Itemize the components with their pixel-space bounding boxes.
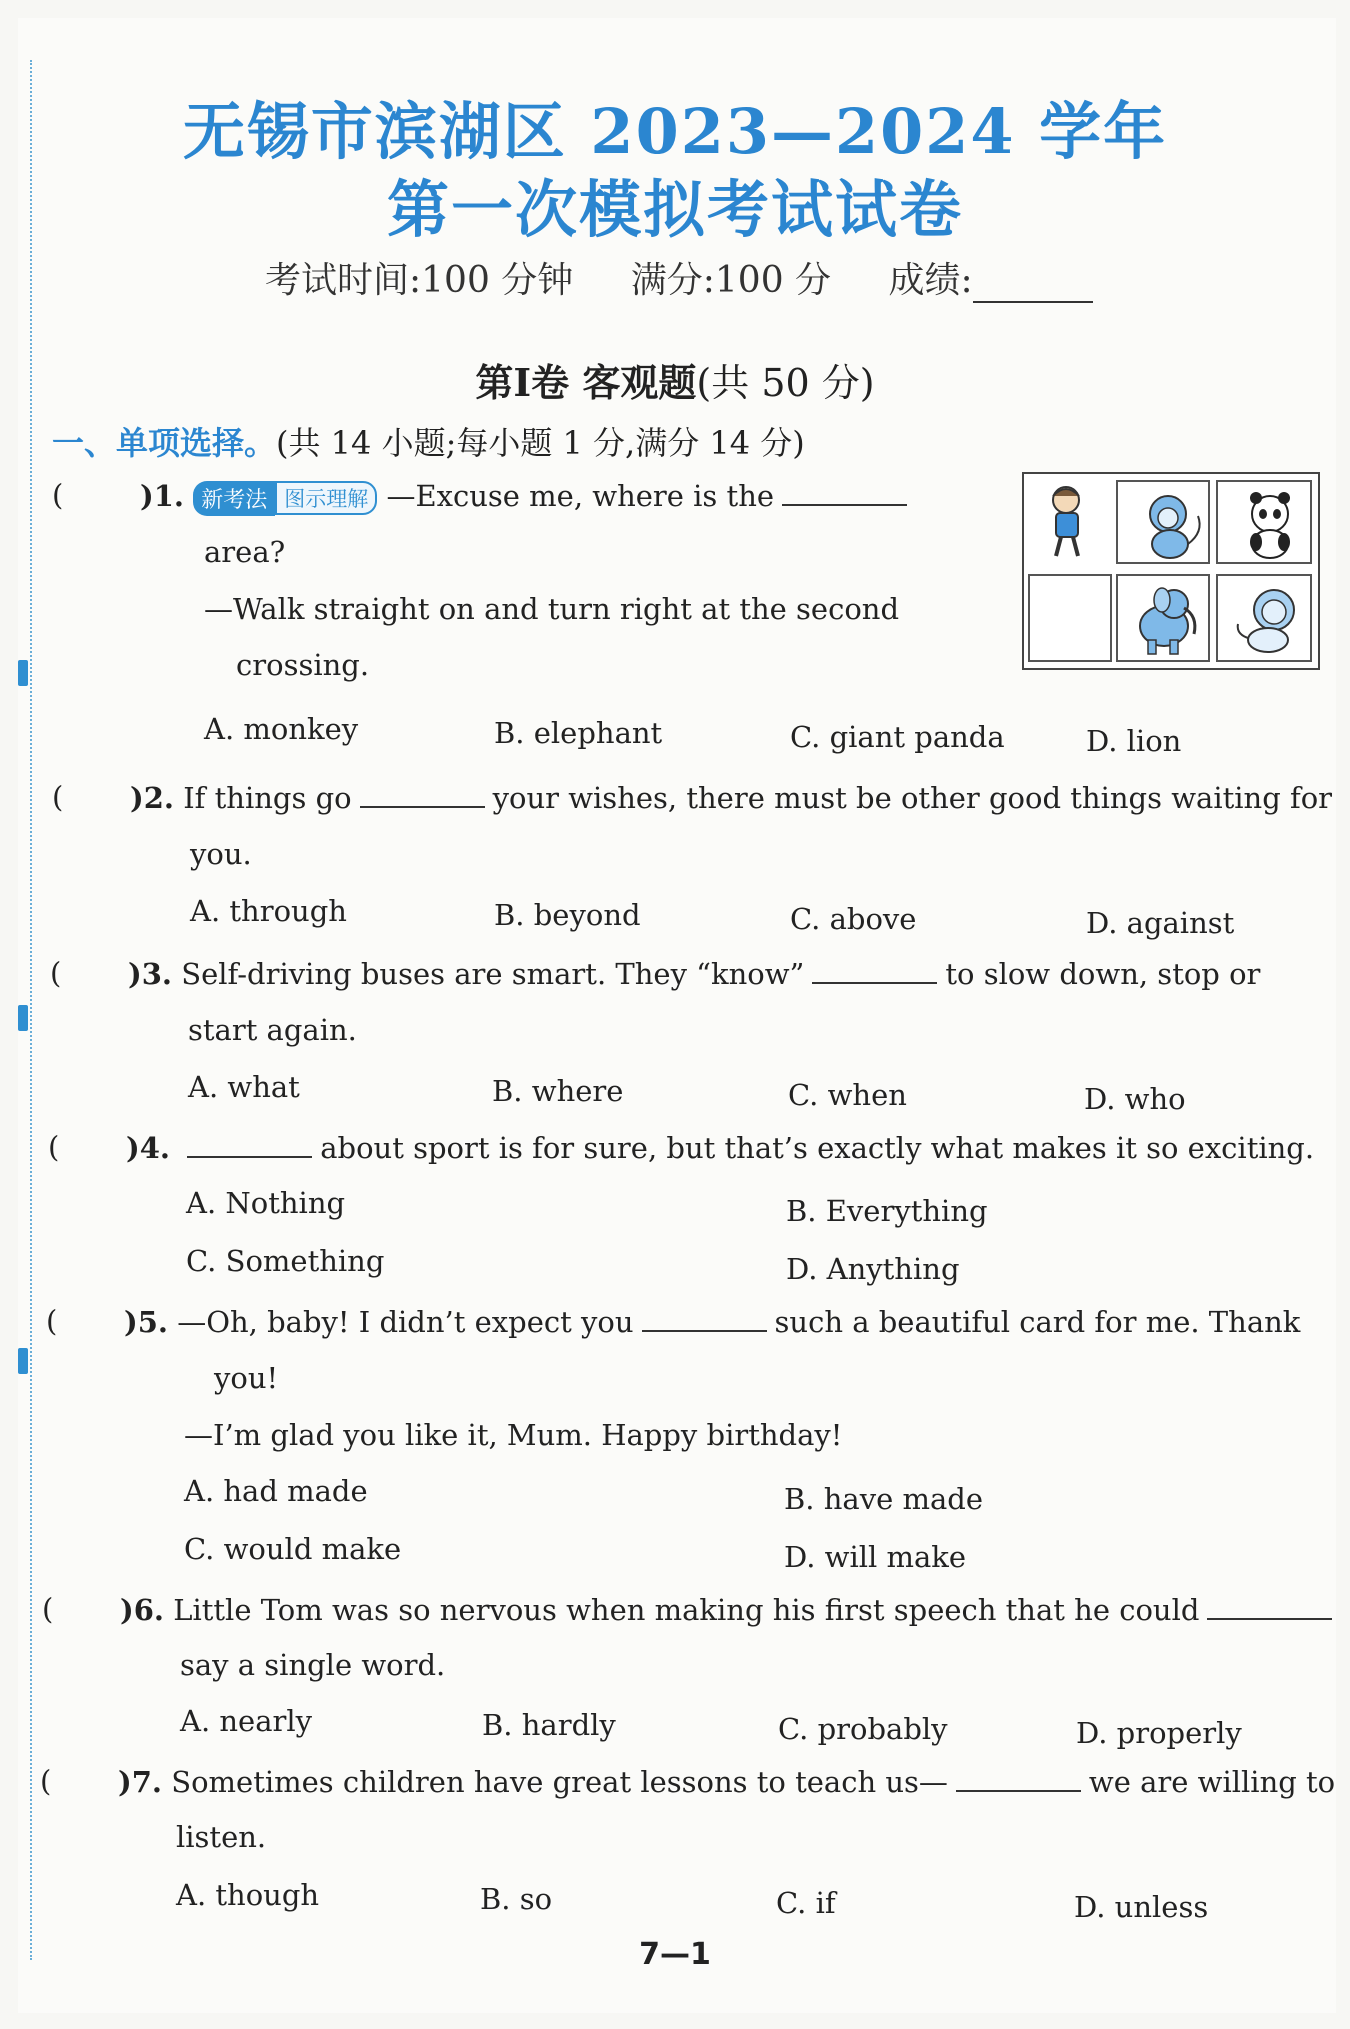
map-figure <box>1022 472 1320 670</box>
option-a[interactable]: A. nearly <box>180 1704 313 1738</box>
option-c[interactable]: C. above <box>790 902 917 936</box>
answer-blank[interactable] <box>360 780 485 808</box>
question-text: Sometimes children have great lessons to teach us— <box>171 1765 948 1799</box>
answer-blank[interactable] <box>187 1130 312 1158</box>
answer-blank[interactable] <box>956 1764 1081 1792</box>
option-c[interactable]: C. would make <box>184 1532 402 1566</box>
part-points: (共 50 分) <box>696 361 875 405</box>
question-1-line3: —Walk straight on and turn right at the second <box>204 592 900 626</box>
answer-blank[interactable] <box>812 956 937 984</box>
boy-cell <box>1028 480 1108 562</box>
cell-panda <box>1216 480 1312 564</box>
option-c[interactable]: C. probably <box>778 1712 948 1746</box>
panda-icon <box>1218 482 1310 562</box>
question-text: Little Tom was so nervous when making his first speech that he could <box>173 1593 1200 1627</box>
option-c[interactable]: C. if <box>776 1886 836 1920</box>
question-text: about sport is for sure, but that’s exactly what makes it so exciting. <box>320 1131 1315 1165</box>
question-6-line2: say a single word. <box>180 1648 446 1682</box>
question-4-line1 <box>126 1130 1314 1165</box>
answer-paren[interactable]: ( <box>52 780 64 814</box>
question-7-line2: listen. <box>176 1820 267 1854</box>
question-number: )5. <box>124 1305 168 1339</box>
question-text: —Oh, baby! I didn’t expect you <box>177 1305 634 1339</box>
section-title <box>52 418 805 464</box>
binding-line <box>30 60 32 1960</box>
option-d[interactable]: D. unless <box>1074 1890 1209 1924</box>
option-a[interactable]: A. had made <box>184 1474 368 1508</box>
option-a[interactable]: A. though <box>176 1878 320 1912</box>
new-method-tag: 新考法 <box>193 481 275 516</box>
question-text: Self-driving buses are smart. They “know” <box>181 957 805 991</box>
answer-paren[interactable]: ( <box>40 1764 52 1798</box>
question-3-line2: start again. <box>188 1013 357 1047</box>
option-c[interactable]: C. when <box>788 1078 907 1112</box>
question-1-line4: crossing. <box>236 648 370 682</box>
option-b[interactable]: B. beyond <box>494 898 641 932</box>
question-number: )1. <box>140 479 184 513</box>
option-a[interactable]: A. Nothing <box>186 1186 346 1220</box>
question-text: to slow down, stop or <box>945 957 1261 991</box>
option-d[interactable]: D. against <box>1086 906 1235 940</box>
question-text: your wishes, there must be other good things waiting for <box>492 781 1333 815</box>
option-d[interactable]: D. properly <box>1076 1716 1242 1750</box>
score-label: 成绩: <box>888 260 973 301</box>
question-5-line2: you! <box>214 1361 279 1395</box>
answer-blank[interactable] <box>642 1304 767 1332</box>
option-a[interactable]: A. through <box>190 894 347 928</box>
question-text: If things go <box>183 781 352 815</box>
option-d[interactable]: D. will make <box>784 1540 967 1574</box>
section-heading: 一、单项选择。 <box>52 424 277 462</box>
score-blank[interactable] <box>973 265 1093 303</box>
option-a[interactable]: A. what <box>188 1070 300 1104</box>
boy-icon <box>1028 480 1108 562</box>
question-number: )2. <box>130 781 174 815</box>
question-text: such a beautiful card for me. Thank <box>774 1305 1301 1339</box>
cell-monkey <box>1116 480 1210 564</box>
diagram-tag: 图示理解 <box>275 481 377 515</box>
lion-icon <box>1218 576 1310 660</box>
answer-paren[interactable]: ( <box>46 1304 58 1338</box>
elephant-icon <box>1118 576 1208 660</box>
option-b[interactable]: B. Everything <box>786 1194 988 1228</box>
exam-title-line1: 无锡市滨湖区 2023—2024 学年 <box>182 95 1168 168</box>
part-title-text: 第Ⅰ卷 客观题 <box>475 360 697 405</box>
option-b[interactable]: B. so <box>480 1882 553 1916</box>
question-text: —Excuse me, where is the <box>386 479 775 513</box>
exam-time: 考试时间:100 分钟 <box>265 260 574 301</box>
question-number: )6. <box>120 1593 164 1627</box>
question-7-line1 <box>118 1764 1335 1799</box>
answer-paren[interactable]: ( <box>52 478 64 512</box>
question-1-line2: area? <box>204 535 286 569</box>
option-d[interactable]: D. lion <box>1086 724 1182 758</box>
question-6-line1 <box>120 1592 1340 1627</box>
option-a[interactable]: A. monkey <box>204 712 359 746</box>
option-b[interactable]: B. elephant <box>494 716 663 750</box>
option-c[interactable]: C. giant panda <box>790 720 1005 754</box>
full-score: 满分:100 分 <box>630 260 832 301</box>
option-b[interactable]: B. have made <box>784 1482 983 1516</box>
answer-blank[interactable] <box>782 478 907 506</box>
cell-lion <box>1216 574 1312 662</box>
cell-empty <box>1028 574 1112 662</box>
edge-mark <box>18 660 28 686</box>
option-c[interactable]: C. Something <box>186 1244 385 1278</box>
question-text: we are willing to <box>1088 1765 1336 1799</box>
part-title <box>0 352 1350 407</box>
option-d[interactable]: D. Anything <box>786 1252 960 1286</box>
answer-blank[interactable] <box>1207 1592 1332 1620</box>
answer-paren[interactable]: ( <box>50 956 62 990</box>
question-number: )4. <box>126 1131 170 1165</box>
answer-paren[interactable]: ( <box>42 1592 54 1626</box>
option-d[interactable]: D. who <box>1084 1082 1186 1116</box>
question-2-line2: you. <box>190 837 252 871</box>
monkey-icon <box>1118 482 1208 562</box>
exam-title-line2: 第一次模拟考试试卷 <box>386 173 963 246</box>
edge-mark <box>18 1348 28 1374</box>
section-note: (共 14 小题;每小题 1 分,满分 14 分) <box>276 424 805 462</box>
exam-info <box>265 252 1165 303</box>
option-b[interactable]: B. where <box>492 1074 624 1108</box>
cell-elephant <box>1116 574 1210 662</box>
option-b[interactable]: B. hardly <box>482 1708 616 1742</box>
question-number: )3. <box>128 957 172 991</box>
question-3-line1 <box>128 956 1260 991</box>
question-1-line1 <box>140 478 915 516</box>
edge-mark <box>18 1005 28 1031</box>
question-5-line3: —I’m glad you like it, Mum. Happy birthday! <box>184 1418 843 1452</box>
question-number: )7. <box>118 1765 162 1799</box>
question-5-line1 <box>124 1304 1300 1339</box>
answer-paren[interactable]: ( <box>48 1130 60 1164</box>
question-2-line1 <box>130 780 1332 815</box>
page-number: 7—1 <box>639 1937 711 1972</box>
